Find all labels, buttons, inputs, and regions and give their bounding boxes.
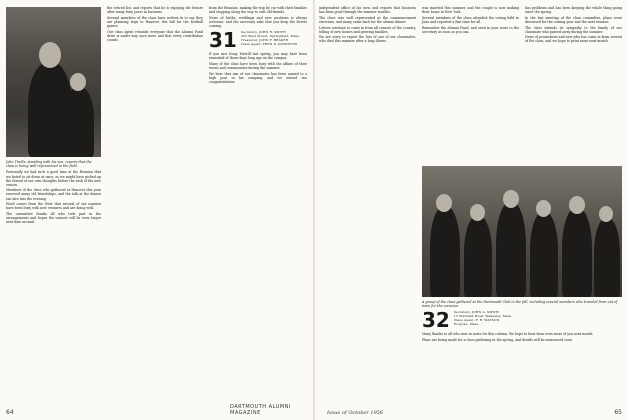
left-column-1 bbox=[6, 160, 101, 226]
class-treasurer: Treasurer, JOHN F. BRAKER bbox=[240, 37, 289, 42]
group-photo bbox=[422, 166, 622, 297]
magazine-name: DARTMOUTH ALUMNI MAGAZINE bbox=[230, 404, 291, 416]
article-paragraph: The committee thanks all who took part in the arrangements and hopes the turnout will be even larger next time around. bbox=[6, 212, 101, 225]
article-paragraph: Personally we had such a good time at the Reunion that we hated to sit down at once, as we might have picked up the thread of our own thoughts before the rush of the new season. bbox=[6, 170, 101, 187]
article-paragraph: Letters continue to come in from all corners of the country, telling of new homes and growing families. bbox=[319, 25, 416, 34]
right-column-2 bbox=[422, 6, 519, 35]
article-paragraph: the retired list, and reports that he is enjoying the leisure after many busy years in business. bbox=[107, 6, 203, 15]
right-column-1 bbox=[319, 6, 416, 45]
group-photo-caption: A group of the class gathered at the Dartmouth Club in the fall, including several members who traveled from out of town for the occasion. bbox=[422, 300, 618, 309]
article-paragraph: Several members of the class attended the outing held in June and reported a fine time for all. bbox=[422, 15, 519, 24]
article-paragraph: News of births, weddings and new positions is always welcome, and the secretary asks that you keep the letters coming. bbox=[209, 15, 307, 28]
right-column-3 bbox=[525, 6, 622, 161]
article-paragraph: We are sorry to report the loss of one of our classmates, who died this summer after a long illness. bbox=[319, 35, 416, 44]
article-paragraph: In the last meeting of the class committee, plans were discussed for the coming year and the next reunion. bbox=[525, 15, 622, 24]
article-paragraph: Our class agent reminds everyone that the Alumni Fund drive is under way once more and that every contribution counts. bbox=[107, 29, 203, 42]
class-heading-31 bbox=[209, 28, 307, 53]
issue-line: Issue of October 1956 bbox=[327, 410, 384, 416]
left-column-2 bbox=[107, 6, 203, 44]
class-agent-address: Holyoke, Mass. bbox=[453, 322, 480, 327]
photo-caption: John Tirella, standing with his son, reports that the class is being well represented in the field. bbox=[6, 160, 92, 169]
article-paragraph: The class extends its sympathy to the family of our classmate who passed away during the summer. bbox=[525, 25, 622, 34]
class-officers bbox=[241, 31, 300, 47]
class-agent: Class Agent, FRED D. JOHNSTON bbox=[240, 41, 298, 46]
class-number: 32 bbox=[422, 308, 450, 333]
class-secretary: Secretary, JOHN A. SMITH bbox=[453, 310, 499, 315]
left-page bbox=[0, 0, 313, 420]
class-officers bbox=[454, 311, 513, 327]
article-paragraph: Members of the class who gathered at Hanover this year renewed many old friendships, and the talk at the dinner ran late into the evening. bbox=[6, 188, 101, 201]
article-paragraph: We hear that one of our classmates has been named to a high post in his company, and we extend our congratulations. bbox=[209, 71, 307, 84]
article-paragraph: was married this summer, and the couple is now making their home in New York. bbox=[422, 6, 519, 15]
page-number-right: 65 bbox=[614, 409, 622, 416]
class-address: 225 West Street, Springfield, Mass. bbox=[240, 33, 301, 38]
article-paragraph: Plans are being made for a class gathering in the spring, and details will be announced soon. bbox=[422, 338, 573, 343]
class-secretary: Secretary, JOHN R. SMITH bbox=[240, 30, 286, 35]
portrait-photo bbox=[6, 7, 101, 157]
article-paragraph: independent office of his own, and reports that business has been good through the summer months. bbox=[319, 6, 416, 15]
class-agent: Class Agent, F. R. WATSON bbox=[453, 318, 500, 323]
class-address: 15 Standish Road, Wellesley, Mass. bbox=[453, 314, 513, 319]
class-number: 31 bbox=[209, 28, 237, 53]
article-paragraph: If you saw Doug Merrill last spring, you may have been reminded of those days long ago on the campus. bbox=[209, 52, 307, 61]
article-paragraph: Many of the class have been busy with the affairs of their towns and communities during the summer. bbox=[209, 61, 307, 70]
page-number-left: 64 bbox=[6, 409, 14, 416]
article-paragraph: News of promotions and new jobs has come in from several of the class, and we hope to print more next month. bbox=[525, 35, 622, 44]
right-page bbox=[315, 0, 628, 420]
article-paragraph: Remember the Alumni Fund, and send in your news to the secretary as soon as you can. bbox=[422, 25, 519, 34]
class-heading-32 bbox=[422, 308, 622, 333]
article-paragraph: Several members of the class have written in to say they are planning trips to Hanover this fall for the football games. bbox=[107, 15, 203, 28]
article-paragraph: Many thanks to all who sent in notes for this column. We hope to hear from even more of you next month. bbox=[422, 332, 594, 337]
article-paragraph: The class was well represented at the commencement exercises, and many came back for the alumni dinner. bbox=[319, 15, 416, 24]
article-paragraph: Word comes from the West that several of our number have been busy with new ventures and are doing well. bbox=[6, 202, 101, 211]
right-caption-column bbox=[422, 300, 622, 344]
left-column-3 bbox=[209, 6, 307, 86]
article-paragraph: has problems and has been keeping the whole thing going since the spring. bbox=[525, 6, 622, 15]
article-paragraph: from the Reunion, making the trip by car with their families and stopping along the way to visit old friends. bbox=[209, 6, 307, 15]
